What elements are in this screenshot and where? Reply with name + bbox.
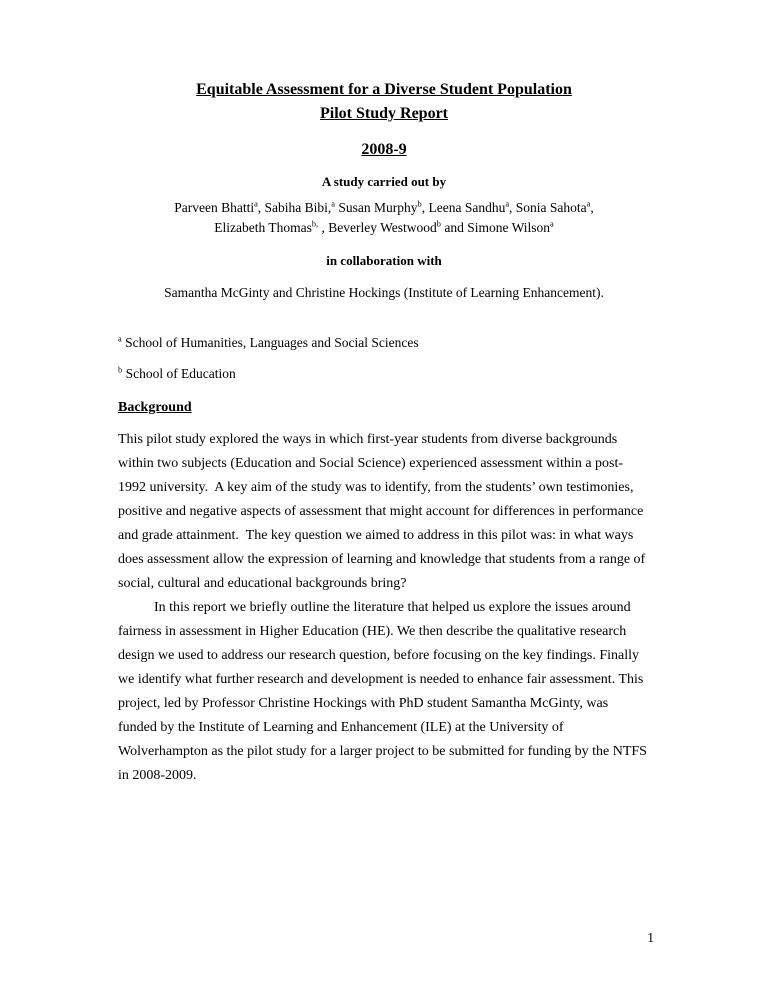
authors-line-1: Parveen Bhatti$^a$, Sabiha Bibi,$^a$ Susan Murphy$^b$, Leena Sandhu$^a$, Sonia Sahota$^a$, xyxy=(174,199,594,215)
report-year: 2008-9 xyxy=(361,141,407,158)
collaborators-line: Samantha McGinty and Christine Hockings (Institute of Learning Enhancement). xyxy=(164,285,604,300)
section-heading-background: Background xyxy=(118,400,192,415)
document-title xyxy=(118,78,650,126)
page-number: 1 xyxy=(647,930,654,945)
authors-list xyxy=(118,198,650,238)
background-paragraph-2: In this report we briefly outline the literature that helped us explore the issues around fairness in assessment in Higher Education (HE). We then describe the qualitative research design we used to address our research question, before focusing on the key findings. Finally we identify what further research and development is needed to enhance fair assessment. This project, led by Professor Christine Hockings with PhD student Samantha McGinty, was funded by the Institute of Learning and Enhancement (ILE) at the University of Wolverhampton as the pilot study for a larger project to be submitted for funding by the NTFS in 2008-2009. xyxy=(118,600,651,783)
affiliation-b: $^b$ School of Education xyxy=(118,365,236,381)
background-paragraph-1: This pilot study explored the ways in which first-year students from diverse backgrounds within two subjects (Education and Social Science) experienced assessment within a post-1992 university. A key aim of the study was to identify, from the students’ own testimonies, positive and negative aspects of assessment that might account for differences in performance and grade attainment. The key question we aimed to address in this pilot was: in what ways does assessment allow the expression of learning and knowledge that students from a range of social, cultural and educational backgrounds bring? xyxy=(118,432,649,591)
collaboration-label: in collaboration with xyxy=(326,253,442,268)
study-byline: A study carried out by xyxy=(321,174,447,189)
affiliation-a: $^a$ School of Humanities, Languages and Social Sciences xyxy=(118,334,419,350)
title-line-2: Pilot Study Report xyxy=(320,105,448,122)
authors-line-2: Elizabeth Thomas$^{b,}$ , Beverley Westwood$^b$ and Simone Wilson$^a$ xyxy=(214,219,554,235)
title-line-1: Equitable Assessment for a Diverse Student Population xyxy=(196,81,572,98)
